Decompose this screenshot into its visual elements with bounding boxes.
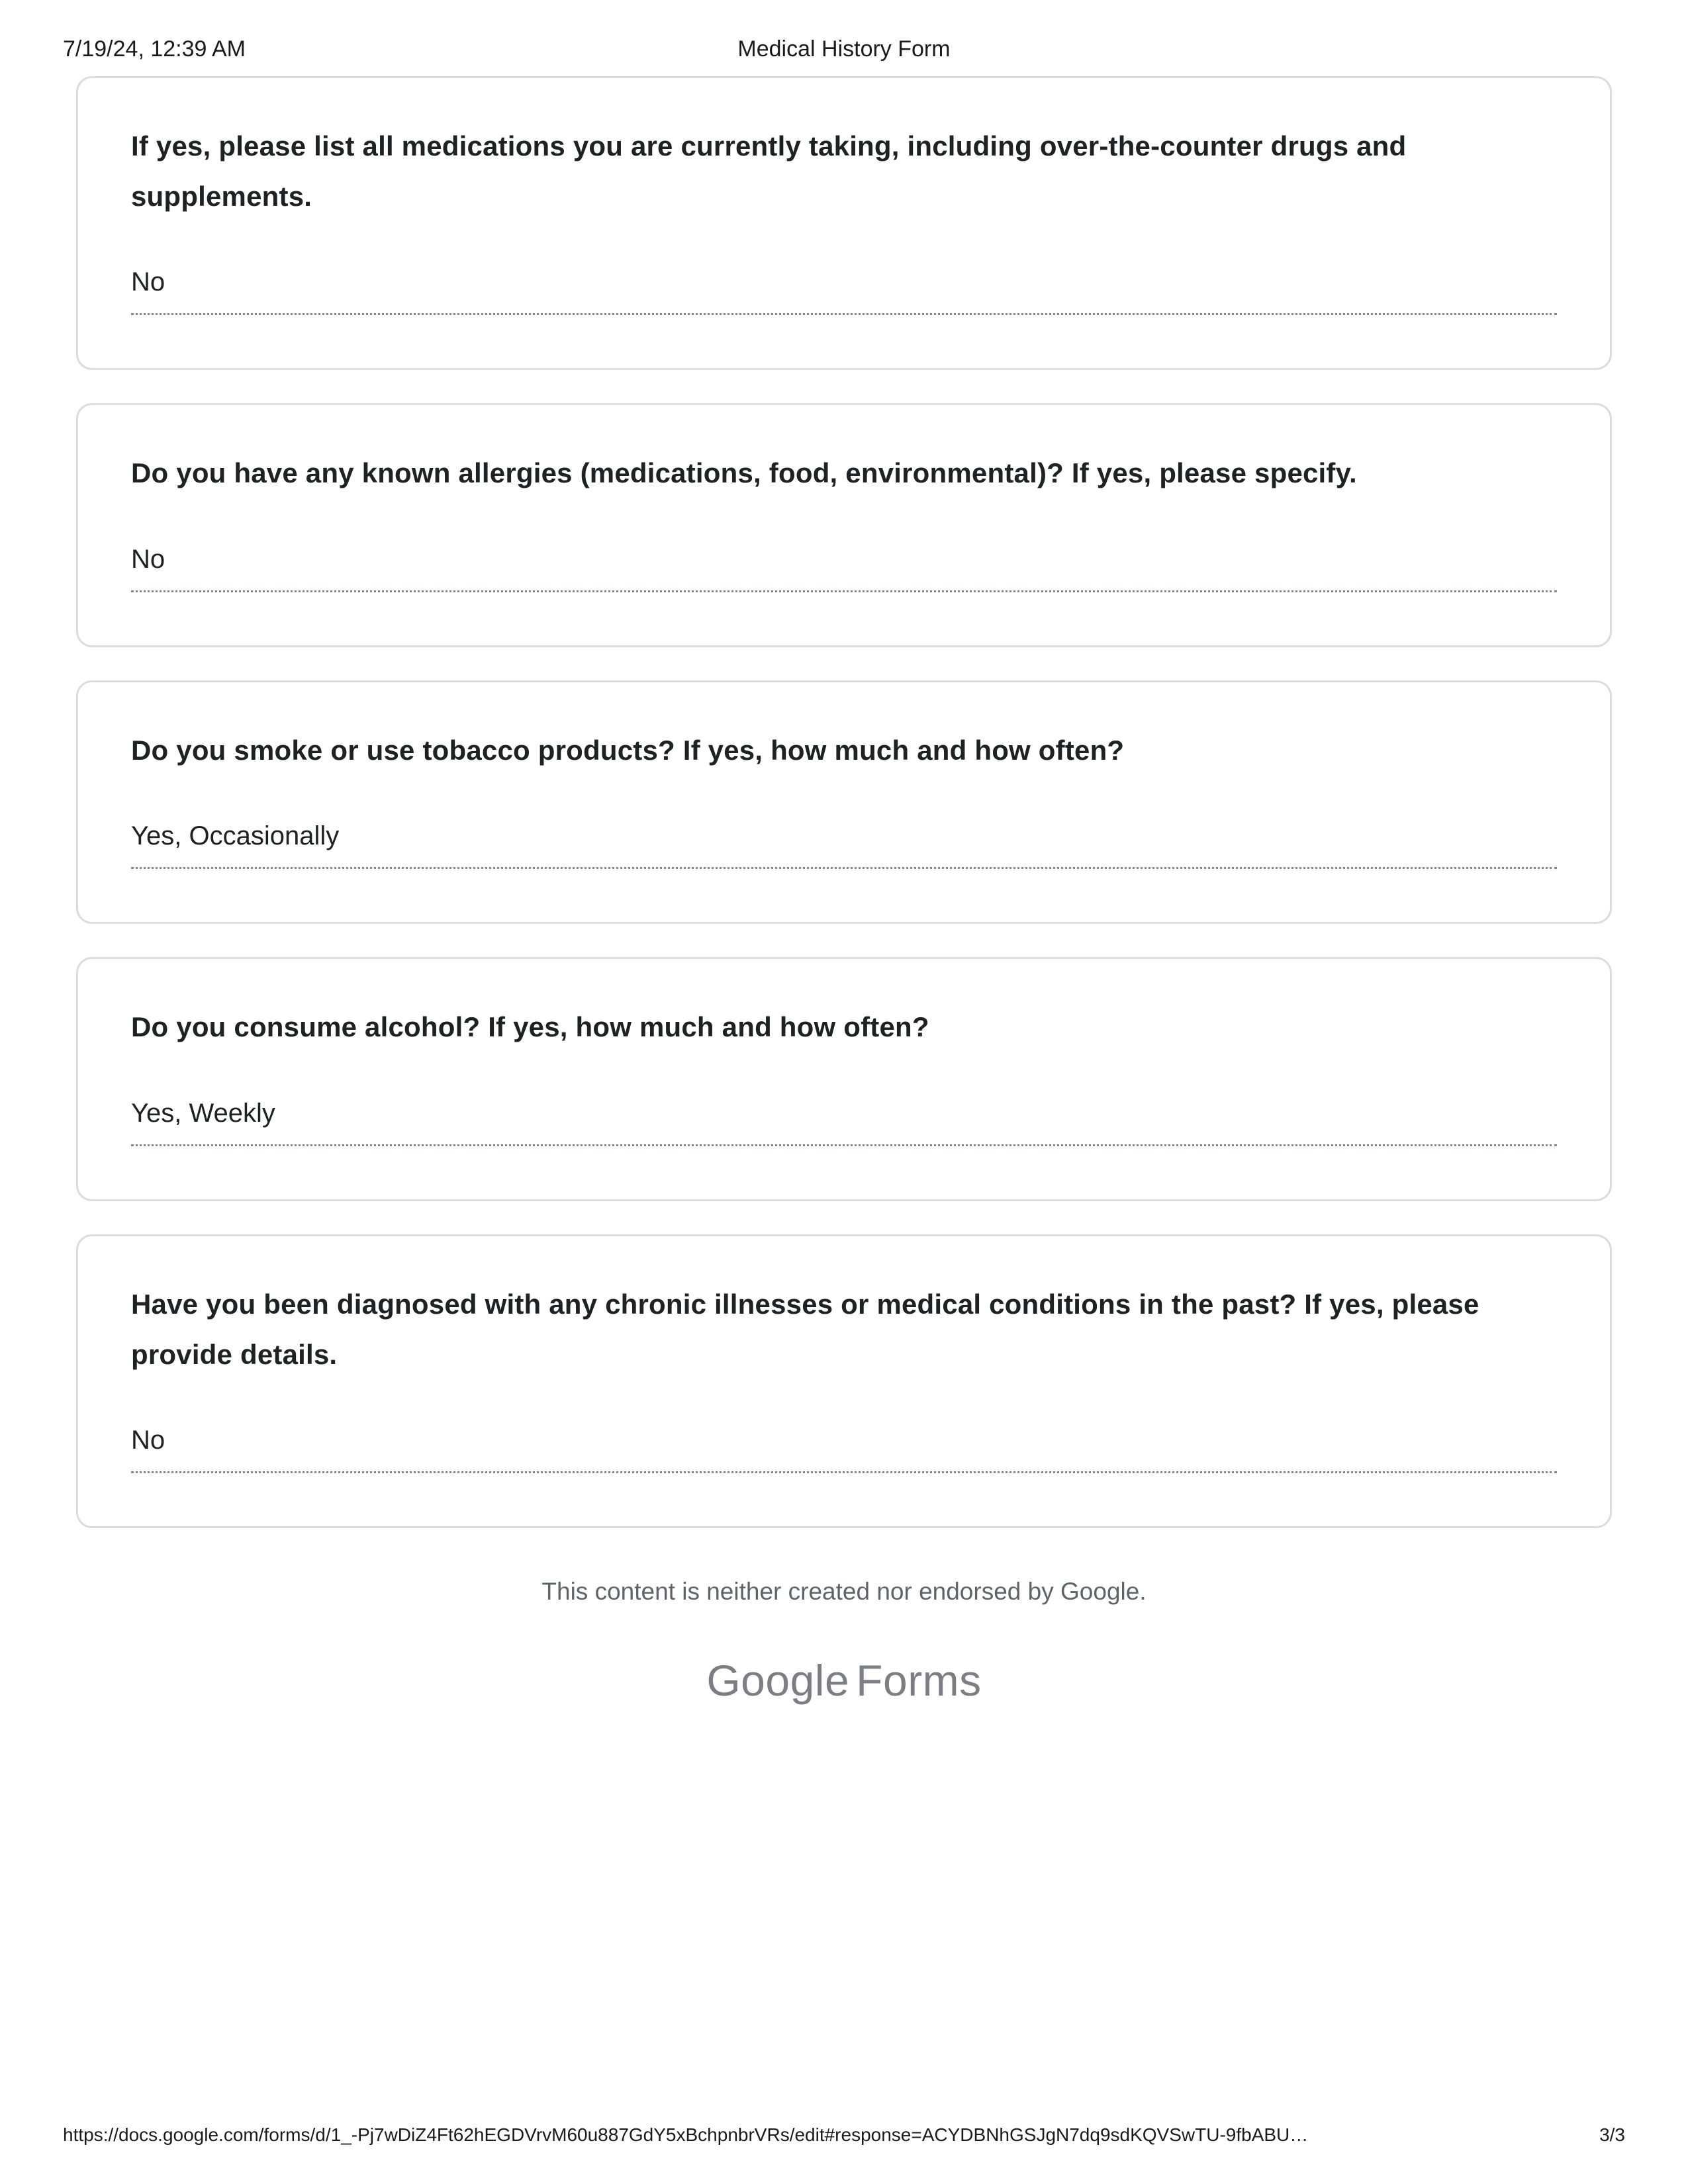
page-number: 3/3 [1599, 2124, 1625, 2145]
question-text: Do you consume alcohol? If yes, how much and how often? [131, 1011, 929, 1043]
form-responses [76, 76, 1612, 1528]
forms-logo-text: Forms [856, 1656, 982, 1706]
question-card-medications [76, 76, 1612, 370]
print-datetime: 7/19/24, 12:39 AM [63, 36, 246, 62]
google-disclaimer: This content is neither created nor endorsed by Google. [541, 1578, 1147, 1606]
question-text: Do you have any known allergies (medications, food, environmental)? If yes, please specify. [131, 457, 1357, 489]
question-card-alcohol [76, 957, 1612, 1201]
answer-text: Yes, Weekly [131, 1099, 1557, 1146]
answer-text: No [131, 267, 1557, 315]
print-header [0, 0, 1688, 65]
question-text: If yes, please list all medications you are currently taking, including over-the-counter drugs and supplements. [131, 130, 1407, 212]
question-card-tobacco [76, 680, 1612, 925]
question-card-chronic-illness [76, 1234, 1612, 1528]
question-card-allergies [76, 403, 1612, 647]
print-title: Medical History Form [737, 36, 951, 62]
question-text: Do you smoke or use tobacco products? If yes, how much and how often? [131, 734, 1125, 766]
answer-text: No [131, 545, 1557, 592]
print-url: https://docs.google.com/forms/d/1_-Pj7wDiZ4Ft62hEGDVrvM60u887GdY5xBchpnbrVRs/edit#response=ACYDBNhGSJgN7dq9sdKQVSwTU-9fbABU… [63, 2124, 1309, 2145]
google-logo-text: Google [706, 1656, 850, 1706]
question-text: Have you been diagnosed with any chronic illnesses or medical conditions in the past? If yes, please provide details. [131, 1288, 1479, 1370]
answer-text: Yes, Occasionally [131, 821, 1557, 869]
answer-text: No [131, 1426, 1557, 1473]
google-forms-logo [0, 1655, 1688, 1706]
print-footer [63, 2124, 1625, 2146]
